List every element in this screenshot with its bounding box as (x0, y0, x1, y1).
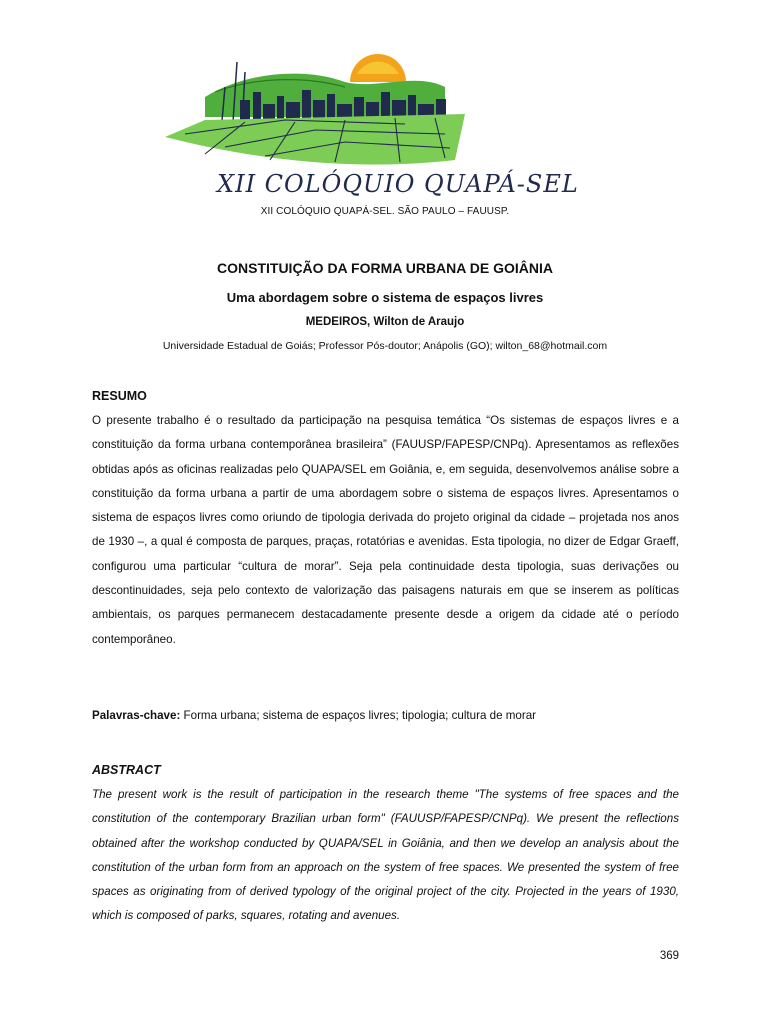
resumo-paragraph: O presente trabalho é o resultado da participação na pesquisa temática “Os sistemas de espaços livres e a constituição da forma urbana contemporânea brasileira” (FAUUSP/FAPESP/CNPq). Apresentamos as reflexões obtidas após as oficinas realizadas pelo QUAPA/SEL em Goiânia, e, em seguida, desenvolvemos análise sobre a constituição da forma urbana a partir de uma abordagem sobre o sistema de espaços livres. Apresentamos o sistema de espaços livres como oriundo de tipologia derivada do projeto original da cidade – projetada nos anos de 1930 –, a qual é composta de parques, praças, rotatórias e avenidas. Esta tipologia, no dizer de Edgar Graeff, configurou uma particular “cultura de morar”. Seja pela continuidade desta tipologia, suas derivações ou descontinuidades, seja pelo contexto de valorização das paisagens naturais em que se inserem as políticas ambientais, os parques permanecem destacadamente presente desde a origem da cidade até o período contemporâneo. (92, 414, 679, 646)
page-number: 369 (659, 950, 679, 962)
keywords-label: Palavras-chave: (92, 709, 181, 722)
author-affiliation: Universidade Estadual de Goiás; Professor Pós-doutor; Anápolis (GO); wilton_68@hotmail.com (162, 340, 608, 352)
keywords-text: Forma urbana; sistema de espaços livres; tipologia; cultura de morar (180, 709, 537, 722)
keywords-line (92, 709, 536, 722)
article-title: CONSTITUIÇÃO DA FORMA URBANA DE GOIÂNIA (217, 260, 553, 276)
resumo-heading: RESUMO (92, 389, 147, 403)
abstract-paragraph: The present work is the result of participation in the research theme "The systems of free spaces and the constitution of the contemporary Brazilian urban form" (FAUUSP/FAPESP/CNPq). We present the reflections obtained after the workshop conducted by QUAPA/SEL in Goiânia, and then we develop an analysis about the constitution of the urban form from an approach on the system of free spaces. We presented the system of free spaces as originating from of derived typology of the original project of the city. Projected in the years of 1930, which is composed of parks, squares, rotating and avenues. (92, 788, 679, 923)
article-author: MEDEIROS, Wilton de Araujo (305, 316, 465, 328)
conference-logo (145, 42, 579, 202)
sun-illustration (350, 54, 406, 82)
article-subtitle: Uma abordagem sobre o sistema de espaços livres (226, 290, 544, 305)
field-illustration (165, 114, 465, 165)
conference-header: XII COLÓQUIO QUAPÁ-SEL. SÃO PAULO – FAUUSP. (260, 206, 510, 217)
abstract-heading: ABSTRACT (92, 763, 161, 777)
logo-lettering: XII COLÓQUIO QUAPÁ-SEL (217, 170, 579, 198)
